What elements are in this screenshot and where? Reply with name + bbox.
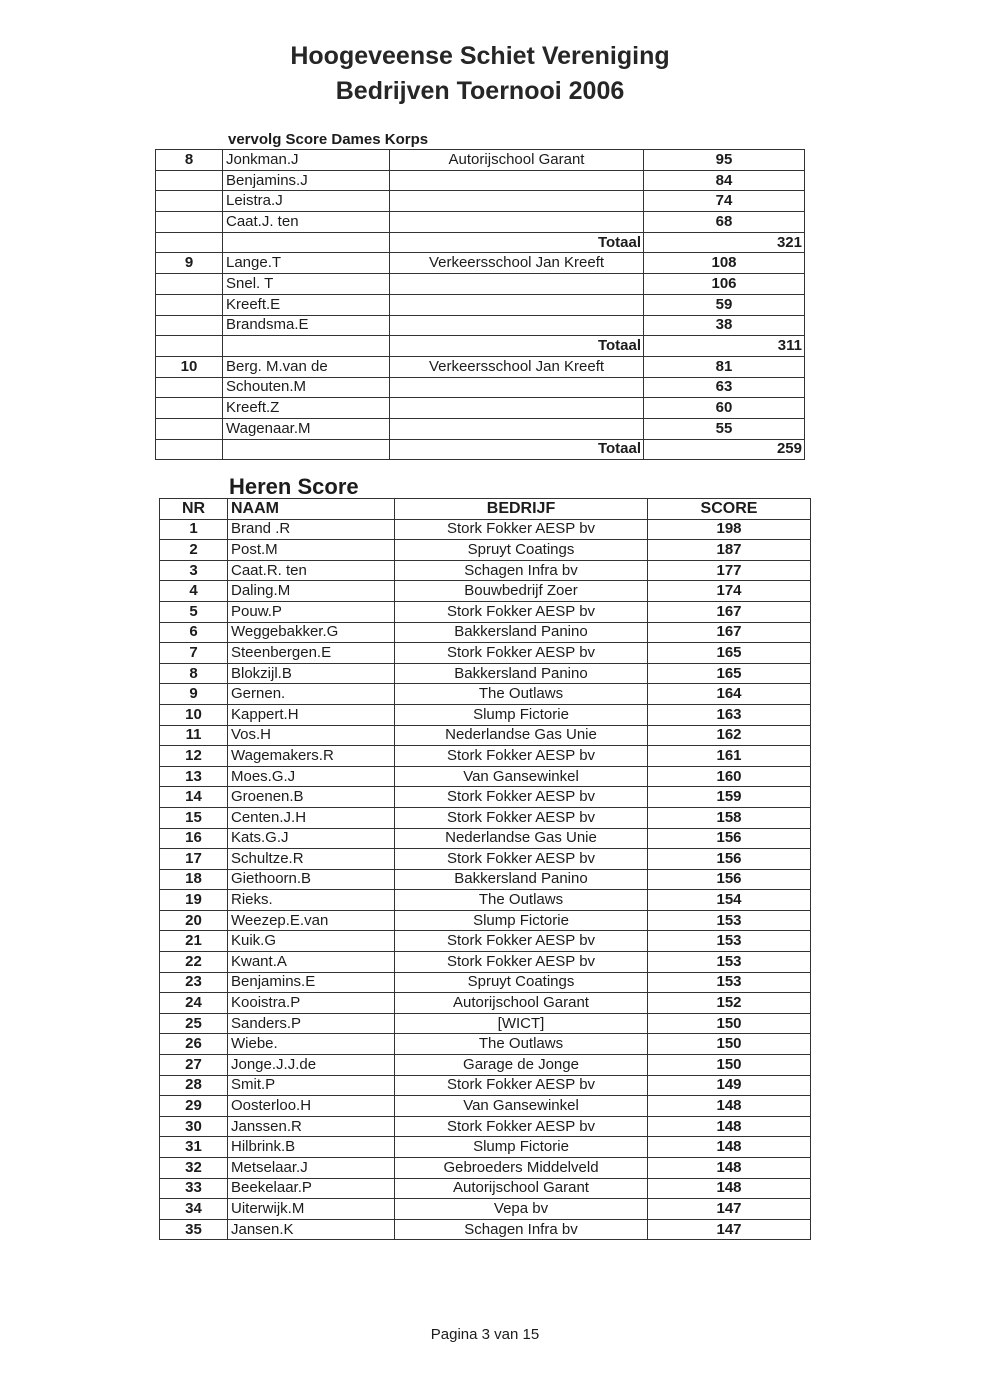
- name-cell: Vos.H: [228, 725, 395, 746]
- rank-cell: [156, 212, 223, 233]
- name-cell: Oosterloo.H: [228, 1096, 395, 1117]
- table-row: [160, 1013, 811, 1034]
- rank-cell: 23: [160, 972, 228, 993]
- name-cell: Sanders.P: [228, 1013, 395, 1034]
- score-cell: 162: [648, 725, 811, 746]
- name-cell: Kooistra.P: [228, 993, 395, 1014]
- total-label: Totaal: [390, 232, 644, 253]
- table-row: [160, 1137, 811, 1158]
- table-row: [160, 1219, 811, 1240]
- header-score: SCORE: [648, 499, 811, 520]
- rank-cell: 22: [160, 952, 228, 973]
- score-cell: 68: [644, 212, 805, 233]
- name-cell: Brandsma.E: [223, 315, 390, 336]
- rank-cell: 29: [160, 1096, 228, 1117]
- score-cell: 108: [644, 253, 805, 274]
- total-row: [156, 232, 805, 253]
- heren-score-table: [159, 498, 811, 1240]
- header-nr: NR: [160, 499, 228, 520]
- score-cell: 174: [648, 581, 811, 602]
- score-cell: 152: [648, 993, 811, 1014]
- table-row: [160, 952, 811, 973]
- name-cell: Rieks.: [228, 890, 395, 911]
- table-row: [160, 704, 811, 725]
- rank-cell: 35: [160, 1219, 228, 1240]
- table-row: [160, 1055, 811, 1076]
- rank-cell: 10: [160, 704, 228, 725]
- score-cell: 60: [644, 398, 805, 419]
- score-cell: 161: [648, 746, 811, 767]
- rank-cell: [156, 170, 223, 191]
- rank-cell: 8: [160, 663, 228, 684]
- table-row: [156, 191, 805, 212]
- company-cell: Spruyt Coatings: [395, 972, 648, 993]
- table-row: [160, 519, 811, 540]
- score-cell: 55: [644, 418, 805, 439]
- company-cell: Slump Fictorie: [395, 1137, 648, 1158]
- score-cell: 159: [648, 787, 811, 808]
- name-cell: Daling.M: [228, 581, 395, 602]
- name-cell: Uiterwijk.M: [228, 1199, 395, 1220]
- name-cell: Moes.G.J: [228, 766, 395, 787]
- rank-cell: [156, 294, 223, 315]
- score-cell: 147: [648, 1219, 811, 1240]
- name-cell: Kreeft.E: [223, 294, 390, 315]
- rank-cell: 9: [160, 684, 228, 705]
- dames-score-table: [155, 149, 805, 460]
- company-cell: Stork Fokker AESP bv: [395, 787, 648, 808]
- rank-cell: 11: [160, 725, 228, 746]
- table-row: [160, 1116, 811, 1137]
- total-value: 311: [644, 336, 805, 357]
- score-cell: 148: [648, 1178, 811, 1199]
- score-cell: 81: [644, 356, 805, 377]
- rank-cell: 3: [160, 560, 228, 581]
- total-label: Totaal: [390, 439, 644, 460]
- rank-cell: 6: [160, 622, 228, 643]
- company-cell: Bakkersland Panino: [395, 622, 648, 643]
- total-value: 321: [644, 232, 805, 253]
- company-cell: Vepa bv: [395, 1199, 648, 1220]
- table-row: [160, 1075, 811, 1096]
- rank-cell: 8: [156, 150, 223, 171]
- table-row: [160, 766, 811, 787]
- rank-cell: 2: [160, 540, 228, 561]
- company-cell: Stork Fokker AESP bv: [395, 1075, 648, 1096]
- name-cell: Caat.R. ten: [228, 560, 395, 581]
- table-row: [160, 1096, 811, 1117]
- name-cell: Wagenaar.M: [223, 418, 390, 439]
- name-cell: [223, 336, 390, 357]
- table-row: [160, 931, 811, 952]
- table-row: [156, 398, 805, 419]
- table-row: [160, 601, 811, 622]
- rank-cell: 1: [160, 519, 228, 540]
- table-row: [156, 212, 805, 233]
- rank-cell: 12: [160, 746, 228, 767]
- table-row: [160, 910, 811, 931]
- score-cell: 74: [644, 191, 805, 212]
- rank-cell: 10: [156, 356, 223, 377]
- rank-cell: [156, 315, 223, 336]
- table-row: [156, 294, 805, 315]
- table-row: [156, 315, 805, 336]
- rank-cell: 5: [160, 601, 228, 622]
- score-cell: 163: [648, 704, 811, 725]
- name-cell: Caat.J. ten: [223, 212, 390, 233]
- score-cell: 147: [648, 1199, 811, 1220]
- rank-cell: 28: [160, 1075, 228, 1096]
- rank-cell: [156, 274, 223, 295]
- company-cell: Schagen Infra bv: [395, 1219, 648, 1240]
- name-cell: Centen.J.H: [228, 807, 395, 828]
- score-cell: 158: [648, 807, 811, 828]
- table-row: [160, 828, 811, 849]
- name-cell: Post.M: [228, 540, 395, 561]
- company-cell: Garage de Jonge: [395, 1055, 648, 1076]
- name-cell: Hilbrink.B: [228, 1137, 395, 1158]
- table-row: [156, 377, 805, 398]
- score-cell: 149: [648, 1075, 811, 1096]
- table-row: [160, 581, 811, 602]
- score-cell: 198: [648, 519, 811, 540]
- name-cell: Leistra.J: [223, 191, 390, 212]
- company-cell: Stork Fokker AESP bv: [395, 746, 648, 767]
- company-cell: [390, 398, 644, 419]
- table-row: [160, 849, 811, 870]
- name-cell: Snel. T: [223, 274, 390, 295]
- score-cell: 177: [648, 560, 811, 581]
- name-cell: Beekelaar.P: [228, 1178, 395, 1199]
- name-cell: Kreeft.Z: [223, 398, 390, 419]
- score-cell: 156: [648, 849, 811, 870]
- name-cell: Weggebakker.G: [228, 622, 395, 643]
- name-cell: Jonkman.J: [223, 150, 390, 171]
- name-cell: Schouten.M: [223, 377, 390, 398]
- score-cell: 156: [648, 828, 811, 849]
- score-cell: 187: [648, 540, 811, 561]
- rank-cell: 4: [160, 581, 228, 602]
- document-subtitle: Bedrijven Toernooi 2006: [335, 77, 625, 105]
- company-cell: The Outlaws: [395, 1034, 648, 1055]
- rank-cell: 34: [160, 1199, 228, 1220]
- name-cell: Giethoorn.B: [228, 869, 395, 890]
- score-cell: 167: [648, 622, 811, 643]
- total-row: [156, 439, 805, 460]
- heren-section-title: Heren Score: [229, 474, 359, 499]
- table-header-row: [160, 499, 811, 520]
- name-cell: Groenen.B: [228, 787, 395, 808]
- rank-cell: 9: [156, 253, 223, 274]
- company-cell: Stork Fokker AESP bv: [395, 952, 648, 973]
- rank-cell: [156, 439, 223, 460]
- rank-cell: 14: [160, 787, 228, 808]
- company-cell: Slump Fictorie: [395, 910, 648, 931]
- name-cell: [223, 232, 390, 253]
- rank-cell: 30: [160, 1116, 228, 1137]
- name-cell: Metselaar.J: [228, 1158, 395, 1179]
- score-cell: 150: [648, 1055, 811, 1076]
- company-cell: Nederlandse Gas Unie: [395, 725, 648, 746]
- name-cell: Schultze.R: [228, 849, 395, 870]
- rank-cell: [156, 232, 223, 253]
- table-row: [160, 1199, 811, 1220]
- company-cell: Stork Fokker AESP bv: [395, 849, 648, 870]
- table-row: [160, 869, 811, 890]
- name-cell: Gernen.: [228, 684, 395, 705]
- name-cell: Benjamins.E: [228, 972, 395, 993]
- company-cell: Verkeersschool Jan Kreeft: [390, 356, 644, 377]
- table-row: [160, 787, 811, 808]
- table-row: [160, 993, 811, 1014]
- name-cell: Kwant.A: [228, 952, 395, 973]
- rank-cell: 25: [160, 1013, 228, 1034]
- rank-cell: 17: [160, 849, 228, 870]
- rank-cell: 33: [160, 1178, 228, 1199]
- table-row: [160, 746, 811, 767]
- table-row: [156, 274, 805, 295]
- company-cell: Stork Fokker AESP bv: [395, 601, 648, 622]
- rank-cell: [156, 398, 223, 419]
- rank-cell: 20: [160, 910, 228, 931]
- company-cell: The Outlaws: [395, 890, 648, 911]
- rank-cell: 16: [160, 828, 228, 849]
- company-cell: Stork Fokker AESP bv: [395, 519, 648, 540]
- table-row: [160, 560, 811, 581]
- company-cell: Spruyt Coatings: [395, 540, 648, 561]
- table-row: [160, 807, 811, 828]
- name-cell: Kappert.H: [228, 704, 395, 725]
- rank-cell: 13: [160, 766, 228, 787]
- company-cell: Bouwbedrijf Zoer: [395, 581, 648, 602]
- company-cell: Autorijschool Garant: [395, 993, 648, 1014]
- score-cell: 150: [648, 1013, 811, 1034]
- company-cell: Schagen Infra bv: [395, 560, 648, 581]
- document-title: Hoogeveense Schiet Vereniging: [290, 42, 670, 70]
- score-cell: 153: [648, 931, 811, 952]
- rank-cell: [156, 377, 223, 398]
- score-cell: 148: [648, 1137, 811, 1158]
- company-cell: Stork Fokker AESP bv: [395, 807, 648, 828]
- company-cell: [390, 377, 644, 398]
- company-cell: Bakkersland Panino: [395, 663, 648, 684]
- table-row: [160, 1034, 811, 1055]
- name-cell: Brand .R: [228, 519, 395, 540]
- score-cell: 154: [648, 890, 811, 911]
- score-cell: 38: [644, 315, 805, 336]
- total-label: Totaal: [390, 336, 644, 357]
- score-cell: 84: [644, 170, 805, 191]
- table-row: [156, 170, 805, 191]
- company-cell: [390, 170, 644, 191]
- company-cell: Nederlandse Gas Unie: [395, 828, 648, 849]
- rank-cell: 26: [160, 1034, 228, 1055]
- table-row: [160, 663, 811, 684]
- company-cell: [390, 212, 644, 233]
- score-cell: 153: [648, 972, 811, 993]
- rank-cell: 21: [160, 931, 228, 952]
- rank-cell: [156, 191, 223, 212]
- name-cell: Berg. M.van de: [223, 356, 390, 377]
- company-cell: [390, 418, 644, 439]
- name-cell: Pouw.P: [228, 601, 395, 622]
- company-cell: Gebroeders Middelveld: [395, 1158, 648, 1179]
- table-row: [160, 1158, 811, 1179]
- score-cell: 164: [648, 684, 811, 705]
- company-cell: Stork Fokker AESP bv: [395, 643, 648, 664]
- header-bedrijf: BEDRIJF: [395, 499, 648, 520]
- rank-cell: 32: [160, 1158, 228, 1179]
- company-cell: Autorijschool Garant: [390, 150, 644, 171]
- rank-cell: 18: [160, 869, 228, 890]
- table-row: [160, 684, 811, 705]
- company-cell: Stork Fokker AESP bv: [395, 931, 648, 952]
- score-cell: 148: [648, 1116, 811, 1137]
- table-row: [160, 725, 811, 746]
- name-cell: Smit.P: [228, 1075, 395, 1096]
- score-cell: 156: [648, 869, 811, 890]
- table-row: [156, 418, 805, 439]
- total-row: [156, 336, 805, 357]
- page-number: Pagina 3 van 15: [430, 1326, 540, 1343]
- name-cell: Kats.G.J: [228, 828, 395, 849]
- table-row: [156, 150, 805, 171]
- table-row: [160, 890, 811, 911]
- company-cell: Bakkersland Panino: [395, 869, 648, 890]
- name-cell: Steenbergen.E: [228, 643, 395, 664]
- table-row: [156, 356, 805, 377]
- header-naam: NAAM: [228, 499, 395, 520]
- score-cell: 95: [644, 150, 805, 171]
- company-cell: [390, 294, 644, 315]
- score-cell: 59: [644, 294, 805, 315]
- company-cell: [390, 191, 644, 212]
- score-cell: 165: [648, 643, 811, 664]
- name-cell: Jonge.J.J.de: [228, 1055, 395, 1076]
- table-row: [160, 643, 811, 664]
- name-cell: Wagemakers.R: [228, 746, 395, 767]
- company-cell: [WICT]: [395, 1013, 648, 1034]
- score-cell: 150: [648, 1034, 811, 1055]
- rank-cell: [156, 336, 223, 357]
- company-cell: [390, 274, 644, 295]
- name-cell: Kuik.G: [228, 931, 395, 952]
- name-cell: Benjamins.J: [223, 170, 390, 191]
- rank-cell: 31: [160, 1137, 228, 1158]
- name-cell: [223, 439, 390, 460]
- score-cell: 148: [648, 1096, 811, 1117]
- name-cell: Janssen.R: [228, 1116, 395, 1137]
- company-cell: Autorijschool Garant: [395, 1178, 648, 1199]
- rank-cell: [156, 418, 223, 439]
- rank-cell: 19: [160, 890, 228, 911]
- total-value: 259: [644, 439, 805, 460]
- rank-cell: 7: [160, 643, 228, 664]
- company-cell: [390, 315, 644, 336]
- table-row: [160, 540, 811, 561]
- table-row: [160, 972, 811, 993]
- score-cell: 153: [648, 952, 811, 973]
- table-row: [160, 1178, 811, 1199]
- company-cell: The Outlaws: [395, 684, 648, 705]
- rank-cell: 24: [160, 993, 228, 1014]
- score-cell: 160: [648, 766, 811, 787]
- rank-cell: 27: [160, 1055, 228, 1076]
- dames-section-title: vervolg Score Dames Korps: [228, 131, 429, 148]
- name-cell: Weezep.E.van: [228, 910, 395, 931]
- name-cell: Wiebe.: [228, 1034, 395, 1055]
- score-cell: 153: [648, 910, 811, 931]
- company-cell: Van Gansewinkel: [395, 1096, 648, 1117]
- name-cell: Jansen.K: [228, 1219, 395, 1240]
- company-cell: Verkeersschool Jan Kreeft: [390, 253, 644, 274]
- company-cell: Slump Fictorie: [395, 704, 648, 725]
- name-cell: Blokzijl.B: [228, 663, 395, 684]
- rank-cell: 15: [160, 807, 228, 828]
- table-row: [156, 253, 805, 274]
- score-cell: 106: [644, 274, 805, 295]
- table-row: [160, 622, 811, 643]
- company-cell: Van Gansewinkel: [395, 766, 648, 787]
- score-cell: 165: [648, 663, 811, 684]
- company-cell: Stork Fokker AESP bv: [395, 1116, 648, 1137]
- name-cell: Lange.T: [223, 253, 390, 274]
- score-cell: 63: [644, 377, 805, 398]
- score-cell: 167: [648, 601, 811, 622]
- score-cell: 148: [648, 1158, 811, 1179]
